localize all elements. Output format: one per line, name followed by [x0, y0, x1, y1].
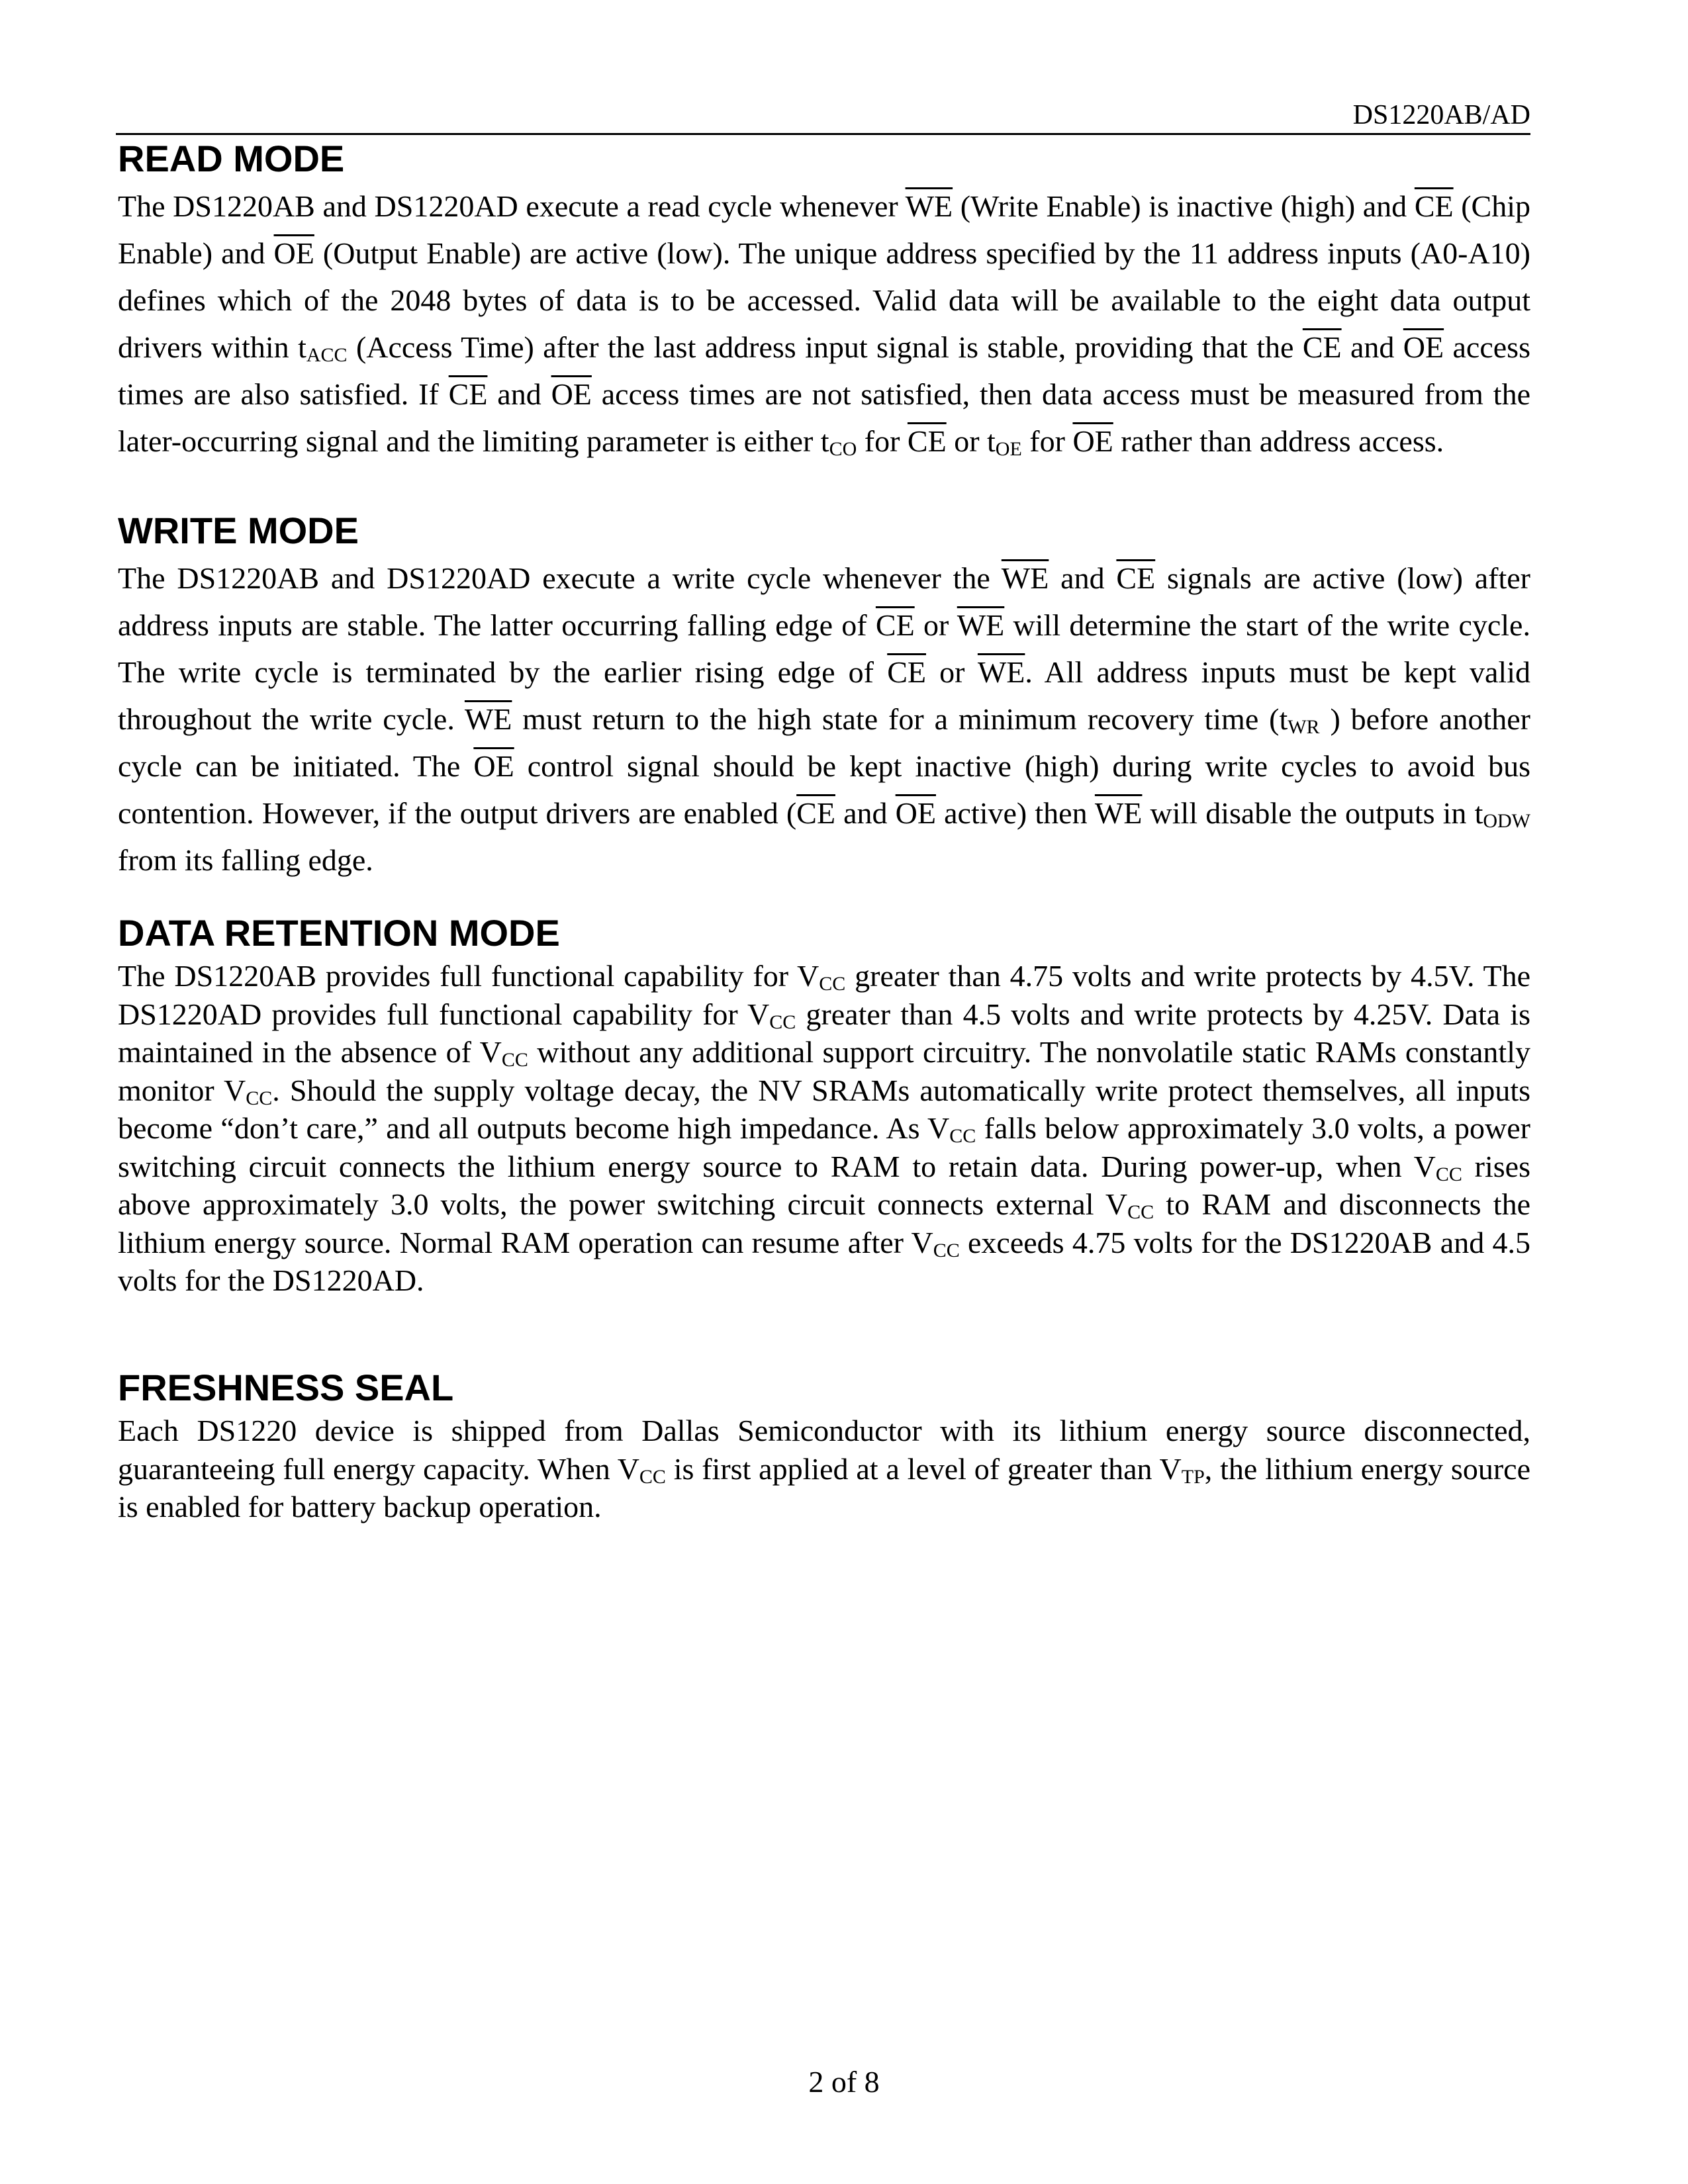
- text-run: will determine the start of the write cycle. The write cycle is terminated by the earlier rising edge of: [118, 608, 1530, 689]
- text-run: or: [925, 655, 978, 689]
- we-signal: $\overline{WE}$: [1001, 561, 1049, 595]
- text-run: for: [857, 424, 908, 458]
- t-co-param: $t_{CO}$: [820, 424, 857, 460]
- vcc-param: $V_{CC}$: [927, 1111, 976, 1147]
- oe-signal: $\overline{OE}$: [1403, 330, 1444, 364]
- text-run: . All address inputs must be kept valid throughout the write cycle.: [118, 655, 1530, 736]
- write-mode-paragraph: [118, 555, 1530, 884]
- document-id-header: DS1220AB/AD: [1352, 100, 1530, 130]
- vcc-param: $V_{CC}$: [479, 1035, 528, 1071]
- text-run: The DS1220AB and DS1220AD execute a read cycle whenever: [118, 189, 906, 223]
- vcc-param: $V_{CC}$: [797, 959, 846, 995]
- vcc-param: $V_{CC}$: [1413, 1149, 1462, 1185]
- text-run: greater than 4.75 volts and write protects by 4.5V. The DS1220AD provides full functional capability for: [118, 959, 1530, 1031]
- data-retention-paragraph: [118, 957, 1530, 1300]
- ce-signal: $\overline{CE}$: [1302, 330, 1342, 364]
- header-divider: [116, 133, 1530, 135]
- text-run: . Should the supply voltage decay, the NV SRAMs automatically write protect themselves, all inputs become “don’t care,” and all outputs become high impedance. As: [118, 1073, 1531, 1145]
- ce-signal: $\overline{CE}$: [1116, 561, 1156, 595]
- t-oe-param: $t_{OE}$: [987, 424, 1022, 460]
- read-mode-section: [118, 138, 1530, 465]
- text-run: (Access Time) after the last address input signal is stable, providing that the: [347, 330, 1303, 364]
- text-run: The DS1220AB and DS1220AD execute a write cycle whenever the: [118, 561, 1002, 595]
- text-run: will disable the outputs in: [1142, 796, 1475, 830]
- t-wr-param: $t_{WR}$: [1279, 702, 1320, 738]
- vcc-param: $V_{CC}$: [223, 1073, 273, 1109]
- ce-signal: $\overline{CE}$: [907, 424, 947, 458]
- text-run: ) before another cycle can be initiated. The: [118, 702, 1530, 783]
- vcc-param: $V_{CC}$: [747, 997, 796, 1033]
- text-run: greater than 4.5 volts and write protects by 4.25V. Data is maintained in the absence of: [118, 997, 1530, 1069]
- write-mode-heading: WRITE MODE: [118, 510, 359, 551]
- text-run: control signal should be kept inactive (high) during write cycles to avoid bus contention. However, if the output drivers are enabled (: [118, 749, 1530, 830]
- t-acc-param: $t_{ACC}$: [298, 330, 348, 366]
- ce-signal: $\overline{CE}$: [448, 377, 488, 411]
- text-run: without any additional support circuitry. The nonvolatile static RAMs constantly monitor: [118, 1035, 1530, 1107]
- text-run: or: [914, 608, 957, 642]
- oe-signal: $\overline{OE}$: [473, 749, 514, 783]
- text-run: active) then: [935, 796, 1095, 830]
- ce-signal: $\overline{CE}$: [1414, 189, 1454, 223]
- data-retention-heading: DATA RETENTION MODE: [118, 912, 560, 954]
- text-run: must return to the high state for a minimum recovery time (: [512, 702, 1280, 736]
- oe-signal: $\overline{OE}$: [551, 377, 592, 411]
- text-run: , the lithium energy source is enabled for battery backup operation.: [118, 1451, 1530, 1524]
- text-run: (Chip Enable) and: [118, 189, 1531, 270]
- text-run: or: [946, 424, 988, 458]
- text-run: and: [487, 377, 551, 411]
- text-run: access times are not satisfied, then data access must be measured from the later-occurring signal and the limiting parameter is either: [118, 377, 1530, 458]
- page-number-footer: 2 of 8: [808, 2065, 880, 2099]
- text-run: and: [1341, 330, 1403, 364]
- oe-signal: $\overline{OE}$: [273, 236, 314, 270]
- vcc-param: $V_{CC}$: [911, 1225, 960, 1261]
- text-run: from its falling edge.: [118, 843, 373, 877]
- text-run: is first applied at a level of greater than: [665, 1451, 1160, 1486]
- we-signal: $\overline{WE}$: [464, 702, 512, 736]
- text-run: to RAM and disconnects the lithium energy source. Normal RAM operation can resume after: [118, 1187, 1530, 1259]
- ce-signal: $\overline{CE}$: [887, 655, 926, 689]
- vcc-param: $V_{CC}$: [617, 1451, 666, 1488]
- text-run: access times are also satisfied. If: [118, 330, 1530, 411]
- text-run: for: [1021, 424, 1073, 458]
- we-signal: $\overline{WE}$: [1094, 796, 1143, 830]
- oe-signal: $\overline{OE}$: [895, 796, 936, 830]
- vtp-param: $V_{TP}$: [1159, 1451, 1205, 1488]
- text-run: and: [835, 796, 896, 830]
- read-mode-heading: READ MODE: [118, 138, 345, 179]
- read-mode-paragraph: [118, 183, 1530, 465]
- data-retention-section: [118, 912, 1530, 1300]
- text-run: (Output Enable) are active (low). The unique address specified by the 11 address inputs (A0-A10) defines which of the 2048 bytes of data is to be accessed. Valid data will be available to the eight data output drivers within: [118, 236, 1530, 364]
- freshness-seal-heading: FRESHNESS SEAL: [118, 1367, 454, 1408]
- write-mode-section: [118, 510, 1530, 884]
- freshness-seal-section: [118, 1367, 1530, 1526]
- vcc-param: $V_{CC}$: [1105, 1187, 1154, 1223]
- t-odw-param: $t_{ODW}$: [1474, 796, 1530, 832]
- text-run: exceeds 4.75 volts for the DS1220AB and 4.5 volts for the DS1220AD.: [118, 1225, 1530, 1297]
- we-signal: $\overline{WE}$: [957, 608, 1005, 642]
- text-run: The DS1220AB provides full functional capability for: [118, 959, 798, 993]
- text-run: falls below approximately 3.0 volts, a power switching circuit connects the lithium energy source to RAM to retain data. During power-up, when: [118, 1111, 1531, 1183]
- text-run: signals are active (low) after address inputs are stable. The latter occurring falling edge of: [118, 561, 1530, 642]
- we-signal: $\overline{WE}$: [905, 189, 953, 223]
- text-run: rather than address access.: [1113, 424, 1444, 458]
- text-run: (Write Enable) is inactive (high) and: [953, 189, 1415, 223]
- we-signal: $\overline{WE}$: [977, 655, 1025, 689]
- oe-signal: $\overline{OE}$: [1072, 424, 1113, 458]
- text-run: Each DS1220 device is shipped from Dallas Semiconductor with its lithium energy source disconnected, guaranteeing full energy capacity. When: [118, 1414, 1530, 1486]
- text-run: and: [1049, 561, 1117, 595]
- ce-signal: $\overline{CE}$: [796, 796, 835, 830]
- text-run: rises above approximately 3.0 volts, the power switching circuit connects external: [118, 1149, 1530, 1221]
- ce-signal: $\overline{CE}$: [875, 608, 915, 642]
- freshness-seal-paragraph: [118, 1412, 1530, 1526]
